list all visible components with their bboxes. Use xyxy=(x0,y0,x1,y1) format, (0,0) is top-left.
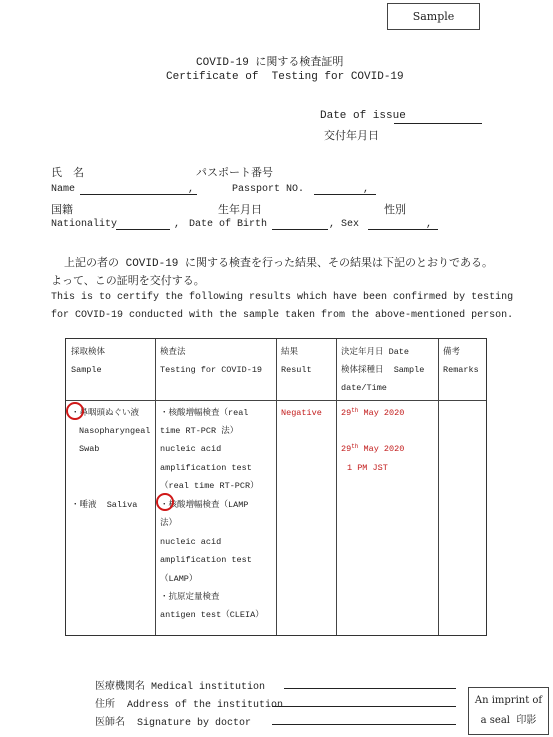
doctor-signature-label: 医師名 Signature by doctor xyxy=(95,718,252,729)
dob-label-ja: 生年月日 xyxy=(218,205,262,217)
seal-label-line-2: a seal 印影 xyxy=(480,715,537,726)
statement-ja-line-1: 上記の者の COVID-19 に関する検査を行った結果、その結果は下記のとおりである。 xyxy=(64,258,494,270)
method-line: 法） xyxy=(160,518,178,528)
table-col-divider xyxy=(336,339,337,635)
institution-address-label: 住所 Address of the institution xyxy=(95,700,284,711)
header-sample-en: Sample xyxy=(71,365,102,375)
method-line: （real time RT-PCR） xyxy=(160,481,259,491)
sample-time-value: 1 PM JST xyxy=(347,463,388,473)
table-col-divider xyxy=(438,339,439,635)
sex-comma: , xyxy=(426,219,433,230)
table-header-divider xyxy=(66,400,486,401)
dob-line xyxy=(272,229,328,230)
sample-saliva: ・唾液 Saliva xyxy=(71,500,138,510)
method-line: ・核酸増幅検査（LAMP xyxy=(160,500,249,510)
sample-nasopharyngeal-en-2: Swab xyxy=(79,444,100,454)
issue-date-label-ja: 交付年月日 xyxy=(324,131,379,143)
statement-ja-line-2: よって、この証明を交付する。 xyxy=(51,276,205,288)
result-value: Negative xyxy=(281,408,322,418)
seal-imprint-box xyxy=(468,687,549,735)
header-result-ja: 結果 xyxy=(281,347,299,357)
sample-label-box xyxy=(387,3,480,30)
selection-circle-mark xyxy=(66,402,84,420)
method-line: nucleic acid xyxy=(160,444,222,454)
header-date-line-1: 決定年月日 Date xyxy=(341,347,410,357)
method-line: ・核酸増幅検査（real xyxy=(160,408,249,418)
nationality-line xyxy=(116,229,170,230)
name-line xyxy=(80,194,197,195)
method-line: amplification test xyxy=(160,463,252,473)
seal-label-line-1: An imprint of xyxy=(474,695,543,706)
name-label-en: Name xyxy=(51,184,76,195)
statement-en-line-1: This is to certify the following results which have been confirmed by testing xyxy=(51,292,514,303)
method-line: nucleic acid xyxy=(160,537,222,547)
header-remarks-ja: 備考 xyxy=(443,347,461,357)
institution-address-line xyxy=(272,706,456,707)
table-col-divider xyxy=(276,339,277,635)
header-date-line-2: 検体採種日 Sample xyxy=(341,365,425,375)
passport-comma: , xyxy=(363,184,370,195)
nationality-label-ja: 国籍 xyxy=(51,205,73,217)
sample-date-value: 29th May 2020 xyxy=(341,443,405,454)
dob-comma: , xyxy=(329,219,336,230)
nationality-comma: , xyxy=(174,219,181,230)
header-method-ja: 検査法 xyxy=(160,347,186,357)
name-comma: , xyxy=(188,184,195,195)
issue-date-label-en: Date of issue xyxy=(320,110,406,122)
doctor-signature-line xyxy=(272,724,456,725)
method-line: amplification test xyxy=(160,555,252,565)
header-remarks-en: Remarks xyxy=(443,365,479,375)
table-col-divider xyxy=(155,339,156,635)
decision-date-value: 29th May 2020 xyxy=(341,407,405,418)
header-date-line-3: date/Time xyxy=(341,383,387,393)
sample-label: Sample xyxy=(412,10,455,23)
sex-label-en: Sex xyxy=(341,219,360,230)
results-table xyxy=(65,338,487,636)
medical-institution-label: 医療機関名 Medical institution xyxy=(95,682,266,693)
header-sample-ja: 採取検体 xyxy=(71,347,106,357)
title-japanese: COVID-19 に関する検査証明 xyxy=(196,57,344,69)
passport-label-ja: パスポート番号 xyxy=(196,168,273,180)
method-line: time RT-PCR 法） xyxy=(160,426,239,436)
passport-label-en: Passport NO. xyxy=(232,184,305,195)
statement-en-line-2: for COVID-19 conducted with the sample taken from the above-mentioned person. xyxy=(51,310,514,321)
sample-nasopharyngeal-en-1: Nasopharyngeal xyxy=(79,426,151,436)
sex-label-ja: 性別 xyxy=(384,205,406,217)
method-line: （LAMP） xyxy=(160,574,198,584)
method-line: antigen test（CLEIA） xyxy=(160,610,264,620)
selection-circle-mark xyxy=(156,493,174,511)
dob-label-en: Date of Birth xyxy=(189,219,268,230)
method-line: ・抗原定量検査 xyxy=(160,592,220,602)
header-method-en: Testing for COVID-19 xyxy=(160,365,263,375)
issue-date-line xyxy=(394,123,482,124)
medical-institution-line xyxy=(284,688,456,689)
nationality-label-en: Nationality xyxy=(51,219,118,230)
sample-nasopharyngeal-ja: ・鼻咽頭ぬぐい液 xyxy=(71,408,140,418)
header-result-en: Result xyxy=(281,365,312,375)
name-label-ja: 氏 名 xyxy=(51,168,84,180)
title-english: Certificate of Testing for COVID-19 xyxy=(166,71,404,83)
